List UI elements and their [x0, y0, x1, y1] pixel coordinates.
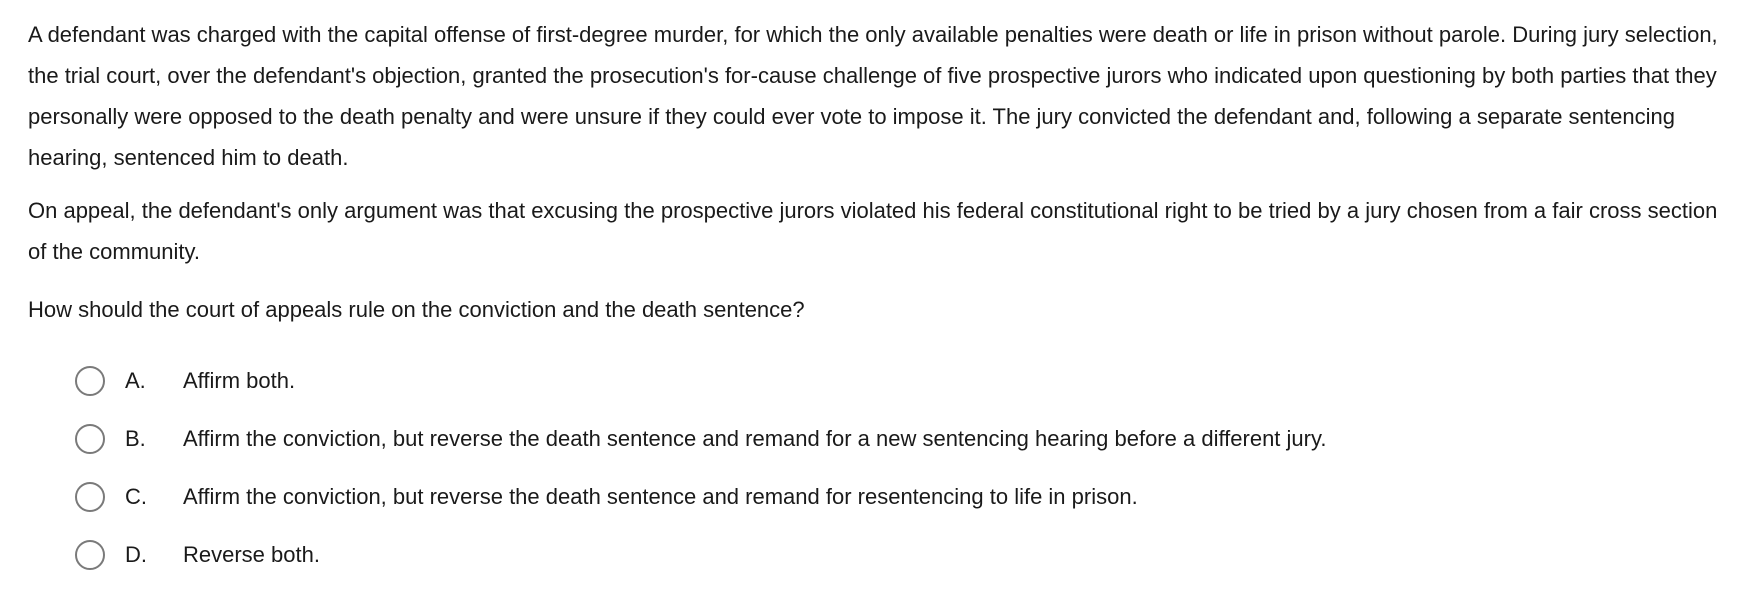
answer-options — [28, 352, 1731, 584]
option-letter: B. — [125, 426, 146, 451]
question-stem-paragraph-1: A defendant was charged with the capital offense of first-degree murder, for which the only available penalties were death or life in prison without parole. During jury selection, the trial court, over the defendant's objection, granted the prosecution's for-cause challenge of five prospective jurors who indicated upon questioning by both parties that they personally were opposed to the death penalty and were unsure if they could ever vote to impose it. The jury convicted the defendant and, following a separate sentencing hearing, sentenced him to death. — [28, 22, 1718, 170]
option-letter: A. — [125, 368, 146, 393]
radio-button-a[interactable] — [75, 366, 105, 396]
answer-option-c[interactable] — [75, 468, 1731, 526]
radio-button-b[interactable] — [75, 424, 105, 454]
option-text: Affirm both. — [183, 368, 296, 393]
answer-option-d[interactable] — [75, 526, 1731, 584]
option-text: Reverse both. — [183, 542, 320, 567]
radio-button-d[interactable] — [75, 540, 105, 570]
option-letter: C. — [125, 484, 147, 509]
radio-button-c[interactable] — [75, 482, 105, 512]
question-prompt: How should the court of appeals rule on the conviction and the death sentence? — [28, 297, 805, 322]
option-text: Affirm the conviction, but reverse the death sentence and remand for resentencing to life in prison. — [183, 484, 1138, 509]
option-letter: D. — [125, 542, 147, 567]
question-stem-paragraph-2: On appeal, the defendant's only argument was that excusing the prospective jurors violated his federal constitutional right to be tried by a jury chosen from a fair cross section of the community. — [28, 198, 1718, 264]
option-text: Affirm the conviction, but reverse the death sentence and remand for a new sentencing hearing before a different jury. — [183, 426, 1327, 451]
answer-option-a[interactable] — [75, 352, 1731, 410]
answer-option-b[interactable] — [75, 410, 1731, 468]
